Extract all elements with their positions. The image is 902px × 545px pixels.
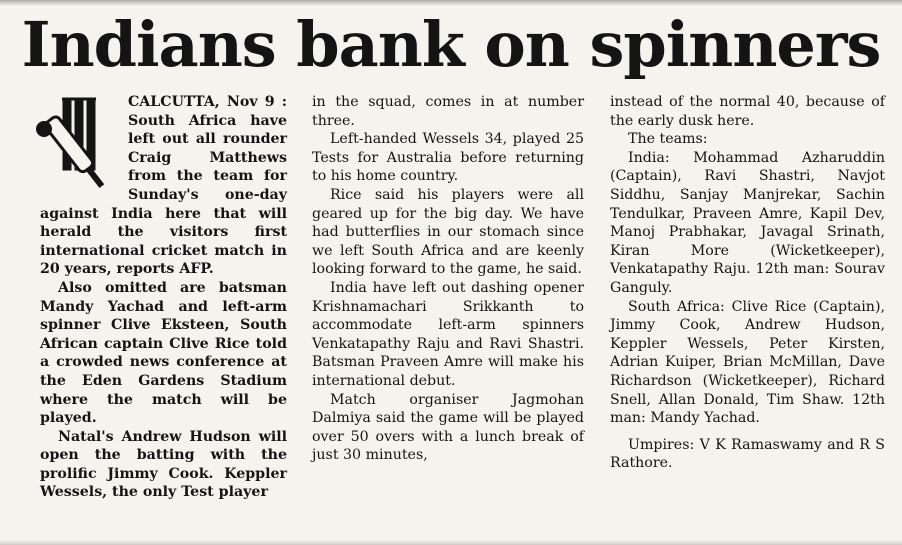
headline: Indians bank on spinners: [21, 8, 881, 81]
article-paragraph: in the squad, comes in at number three.: [312, 94, 584, 129]
article-column-3: [610, 93, 885, 473]
article-paragraph: Match organiser Jagmohan Dalmiya said the game will be played over 50 overs with a lunch break of just 30 minutes,: [312, 391, 584, 464]
teams-heading: The teams:: [628, 131, 708, 148]
article-paragraph: Left-handed Wessels 34, played 25 Tests for Australia before returning to his home country.: [312, 131, 584, 185]
umpires-line: Umpires: V K Ramaswamy and R S Rathore.: [610, 436, 885, 472]
india-team-list: India: Mohammad Azharuddin (Captain), Ravi Shastri, Navjot Siddhu, Sanjay Manjrekar, Sachin Tendulkar, Praveen Amre, Kapil Dev, Manoj Prabhakar, Javagal Srinath, Kiran More (Wicketkeeper), Venkatapathy Raju. 12th man: Sourav Ganguly.: [610, 149, 885, 296]
article-column-2: [312, 93, 584, 465]
article-column-1: [40, 93, 287, 502]
article-paragraph: instead of the normal 40, because of the early dusk here.: [610, 94, 885, 129]
page-bottom-edge: [0, 540, 902, 545]
south-africa-team-list: South Africa: Clive Rice (Captain), Jimmy Cook, Andrew Hudson, Keppler Wessels, Peter Kirsten, Adrian Kuiper, Brian McMillan, Dave Richardson (Wicketkeeper), Richard Snell, Allan Donald, Tim Shaw. 12th man: Mandy Yachad.: [610, 298, 885, 427]
article-lead: South Africa have left out all rounder Craig Matthews from the team for Sunday's one-day against India here that will herald the visitors first international cricket match in 20 years, reports AFP.: [40, 112, 287, 278]
dateline: CALCUTTA, Nov 9 :: [128, 94, 287, 110]
article-paragraph: Also omitted are batsman Mandy Yachad and left-arm spinner Clive Eksteen, South African captain Clive Rice told a crowded news conference at the Eden Gardens Stadium where the match will be played.: [40, 279, 287, 427]
article-paragraph: Natal's Andrew Hudson will open the batting with the prolific Jimmy Cook. Keppler Wessels, the only Test player: [40, 428, 287, 501]
cricket-bat-ball-stumps-icon: [30, 93, 122, 197]
article-paragraph: India have left out dashing opener Krishnamachari Srikkanth to accommodate left-arm spinners Venkatapathy Raju and Ravi Shastri. Batsman Praveen Amre will make his international debut.: [312, 279, 584, 389]
article-paragraph: Rice said his players were all geared up for the big day. We have had butterflies in our stomach since we left South Africa and are keenly looking forward to the game, he said.: [312, 186, 584, 278]
